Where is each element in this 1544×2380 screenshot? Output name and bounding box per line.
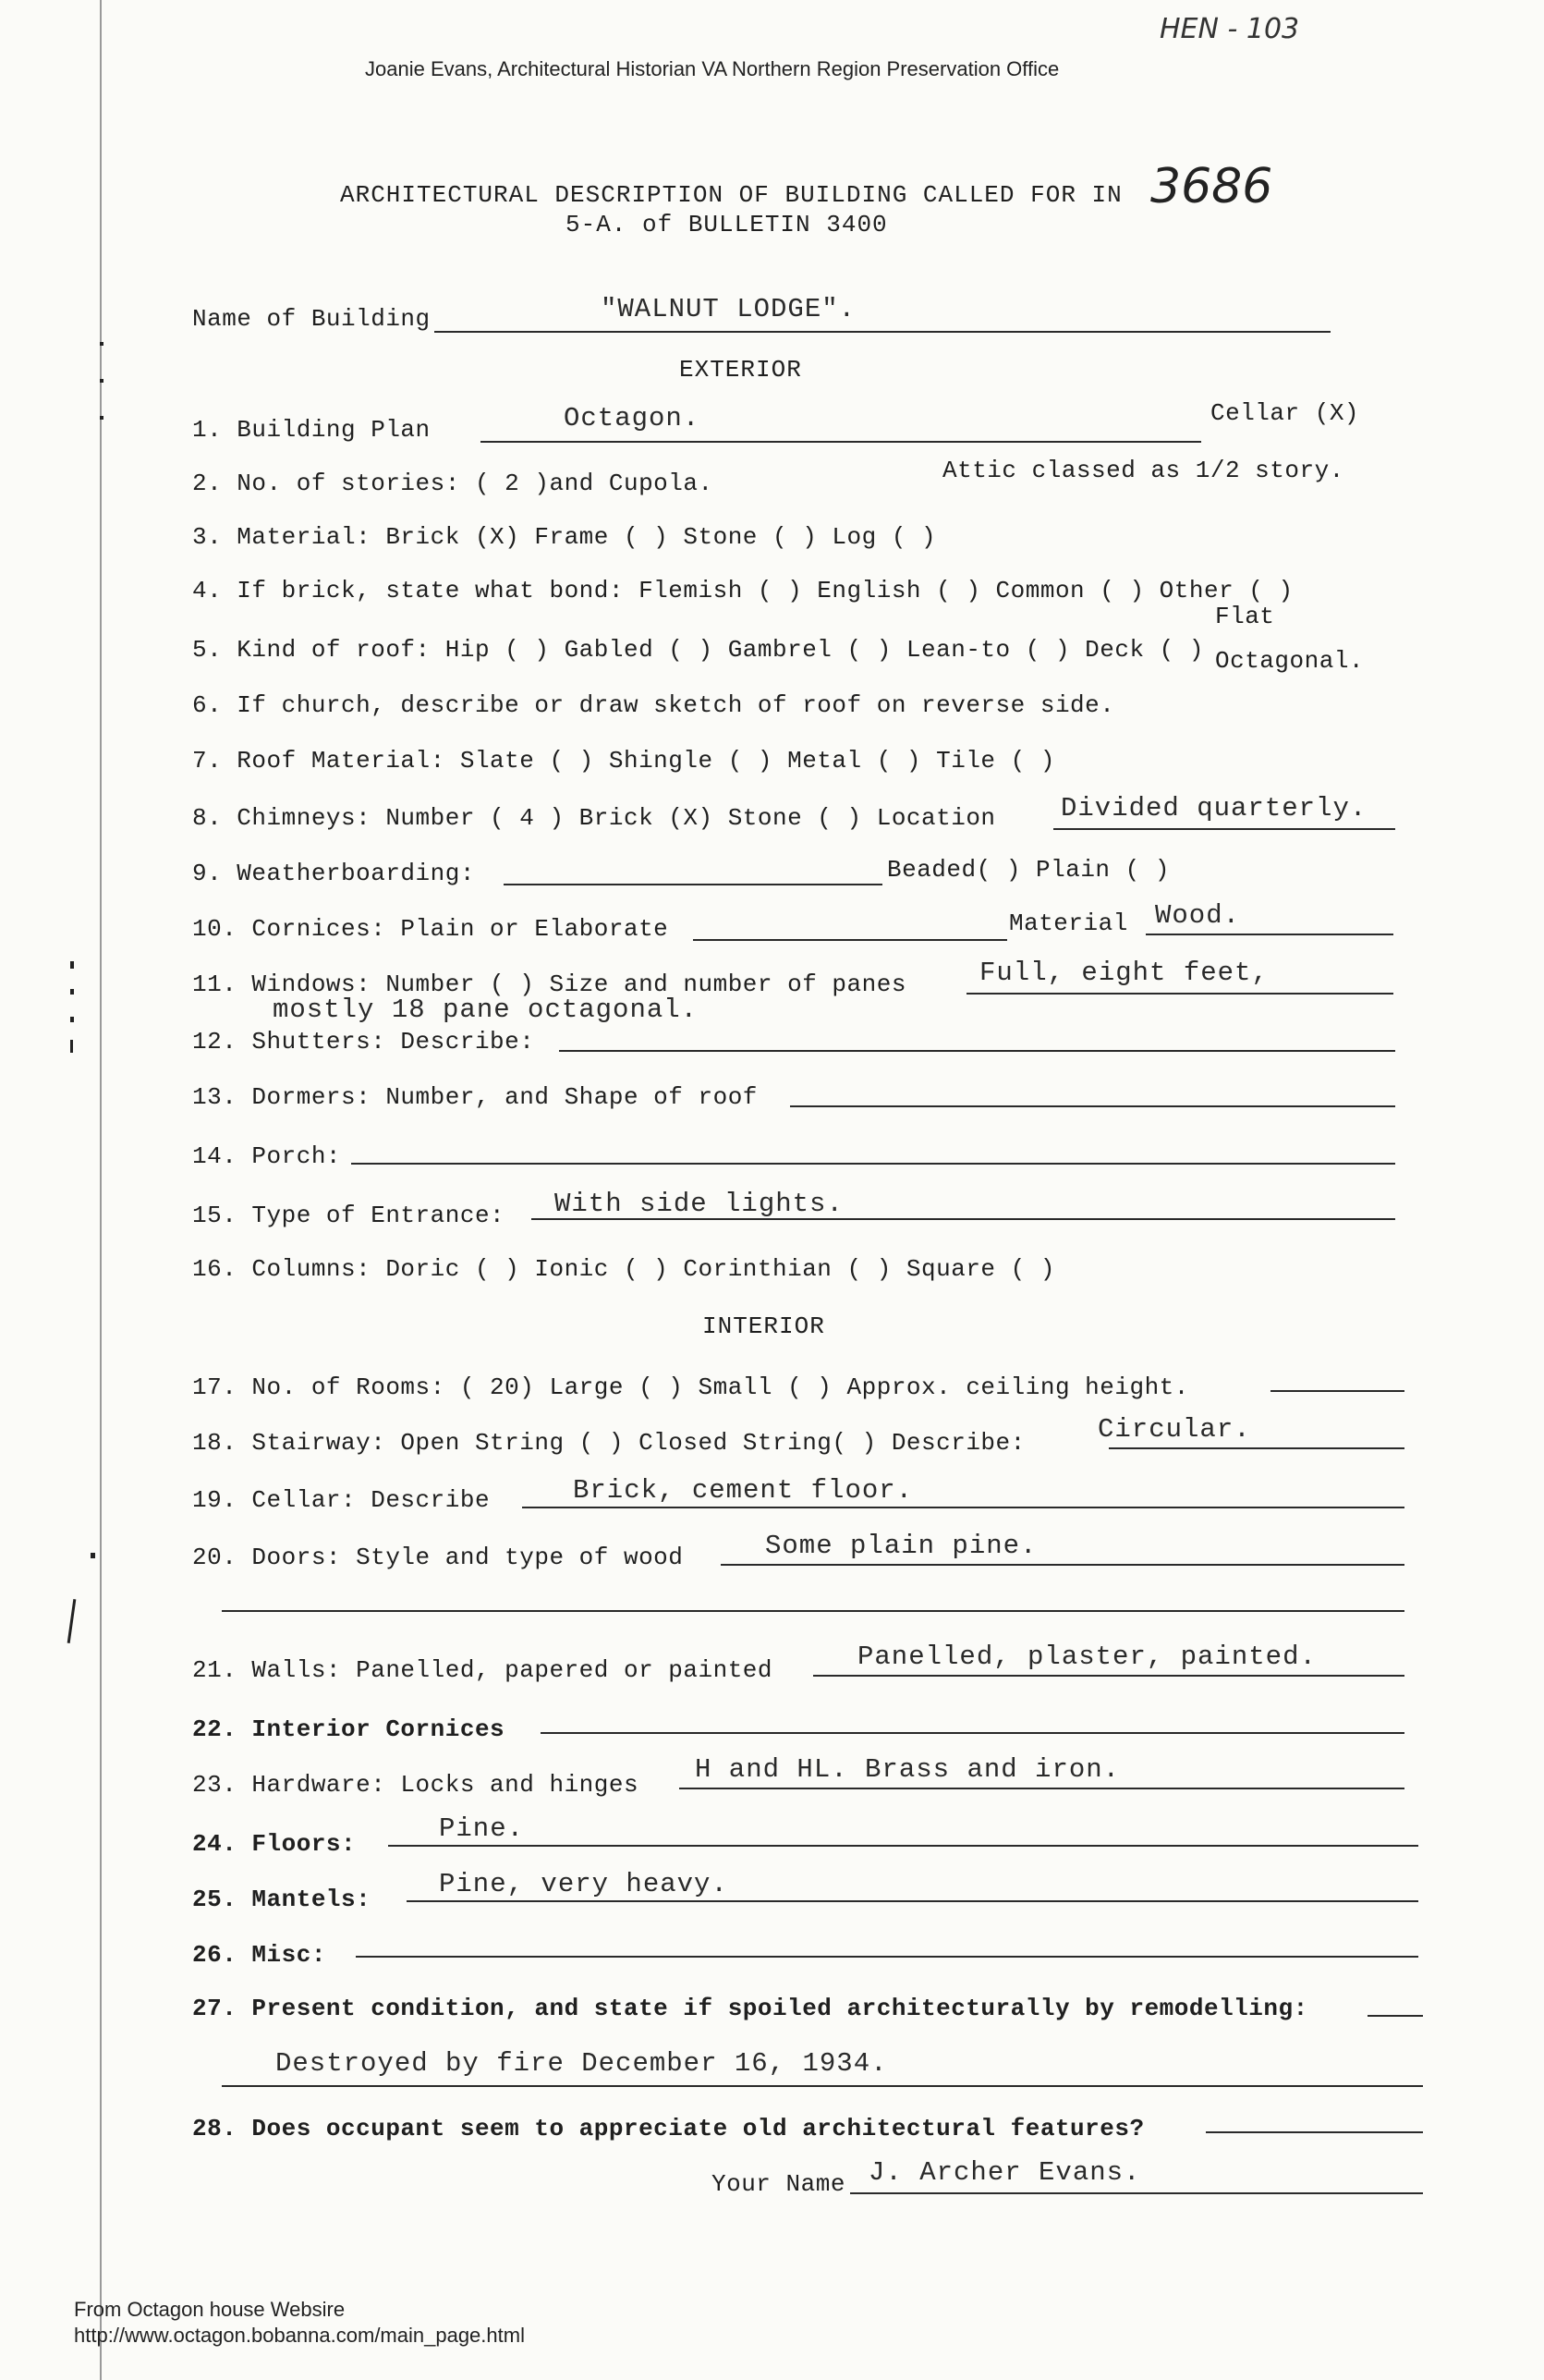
margin-mark (67, 1599, 77, 1643)
item-15-value: With side lights. (554, 1189, 844, 1219)
item-6-label: 6. If church, describe or draw sketch of roof on reverse side. (192, 691, 1115, 719)
item-15-label: 15. Type of Entrance: (192, 1202, 505, 1229)
item-19-line (522, 1507, 1404, 1508)
item-17-line (1270, 1390, 1404, 1392)
item-20-label: 20. Doors: Style and type of wood (192, 1544, 684, 1571)
footer-source: From Octagon house Websire (74, 2298, 346, 2321)
item-19-value: Brick, cement floor. (573, 1475, 914, 1506)
margin-mark (100, 416, 103, 420)
item-1-label: 1. Building Plan (192, 416, 431, 444)
margin-mark (100, 342, 103, 346)
item-8-line (1053, 828, 1395, 830)
item-8-label: 8. Chimneys: Number ( 4 ) Brick (X) Stone ( ) Location (192, 804, 996, 832)
exterior-heading: EXTERIOR (679, 356, 802, 384)
item-14-line (351, 1163, 1395, 1165)
item-5-note-flat: Flat (1215, 603, 1275, 630)
item-9-line (504, 884, 882, 885)
item-11-value-cont: mostly 18 pane octagonal. (273, 995, 699, 1025)
item-11-line (967, 993, 1393, 995)
item-22-label: 22. Interior Cornices (192, 1715, 505, 1743)
item-25-label: 25. Mantels: (192, 1886, 371, 1913)
name-line (434, 331, 1331, 333)
margin-mark (70, 1017, 74, 1022)
item-4-label: 4. If brick, state what bond: Flemish ( ) English ( ) Common ( ) Other ( ) (192, 577, 1294, 604)
item-27-line-2 (222, 2085, 1423, 2087)
title-number: 3686 (1150, 159, 1273, 214)
item-26-line (356, 1956, 1418, 1958)
item-18-value: Circular. (1098, 1414, 1251, 1445)
name-label: Name of Building (192, 305, 431, 333)
document-subtitle: 5-A. of BULLETIN 3400 (565, 211, 888, 238)
item-17-label: 17. No. of Rooms: ( 20) Large ( ) Small ( ) Approx. ceiling height. (192, 1373, 1189, 1401)
item-10-line (693, 939, 1007, 941)
top-note: HEN - 103 (1160, 13, 1300, 45)
item-24-label: 24. Floors: (192, 1830, 357, 1858)
item-25-line (407, 1900, 1418, 1902)
item-28-label: 28. Does occupant seem to appreciate old architectural features? (192, 2115, 1145, 2142)
item-21-label: 21. Walls: Panelled, papered or painted (192, 1656, 772, 1684)
margin-mark (91, 1553, 95, 1558)
item-20-line-2 (222, 1610, 1404, 1612)
item-9-options: Beaded( ) Plain ( ) (887, 856, 1170, 884)
item-2-attic: Attic classed as 1/2 story. (942, 457, 1344, 484)
item-18-line (1109, 1447, 1404, 1449)
your-name-label: Your Name (711, 2170, 845, 2198)
item-14-label: 14. Porch: (192, 1142, 342, 1170)
item-22-line (541, 1732, 1404, 1734)
item-25-value: Pine, very heavy. (439, 1869, 728, 1899)
item-5-label: 5. Kind of roof: Hip ( ) Gabled ( ) Gambrel ( ) Lean-to ( ) Deck ( ) (192, 636, 1204, 664)
item-12-label: 12. Shutters: Describe: (192, 1028, 535, 1056)
header-credit: Joanie Evans, Architectural Historian VA Northern Region Preservation Office (365, 57, 1060, 80)
item-11-value: Full, eight feet, (979, 958, 1269, 988)
item-11-label: 11. Windows: Number ( ) Size and number of panes (192, 970, 906, 998)
item-19-label: 19. Cellar: Describe (192, 1486, 491, 1514)
item-1-line (480, 441, 1201, 443)
item-10-material-line (1146, 934, 1393, 935)
footer-url[interactable]: http://www.octagon.bobanna.com/main_page.html (74, 2324, 525, 2347)
page-left-edge (100, 0, 102, 2380)
item-1-cellar: Cellar (X) (1210, 399, 1360, 427)
item-13-label: 13. Dormers: Number, and Shape of roof (192, 1083, 758, 1111)
item-10-material-label: Material (1009, 909, 1128, 937)
margin-mark (100, 379, 103, 383)
item-23-label: 23. Hardware: Locks and hinges (192, 1771, 639, 1799)
item-2-label: 2. No. of stories: ( 2 )and Cupola. (192, 470, 713, 497)
item-9-label: 9. Weatherboarding: (192, 860, 475, 887)
your-name-line (850, 2192, 1423, 2194)
item-27-label: 27. Present condition, and state if spoiled architecturally by remodelling: (192, 1995, 1308, 2022)
margin-mark (70, 1040, 73, 1053)
item-24-value: Pine. (439, 1813, 525, 1844)
item-21-value: Panelled, plaster, painted. (857, 1642, 1317, 1672)
item-8-value: Divided quarterly. (1061, 793, 1368, 824)
item-10-label: 10. Cornices: Plain or Elaborate (192, 915, 669, 943)
item-10-value: Wood. (1155, 900, 1241, 931)
item-23-value: H and HL. Brass and iron. (695, 1754, 1121, 1785)
item-16-label: 16. Columns: Doric ( ) Ionic ( ) Corinthian ( ) Square ( ) (192, 1255, 1055, 1283)
item-5-note-octagonal: Octagonal. (1215, 647, 1365, 675)
interior-heading: INTERIOR (702, 1312, 825, 1340)
item-20-line (721, 1564, 1404, 1566)
item-27-value: Destroyed by fire December 16, 1934. (275, 2048, 888, 2079)
item-27-line (1368, 2015, 1423, 2017)
item-1-value: Octagon. (564, 403, 700, 433)
item-21-line (813, 1675, 1404, 1677)
item-7-label: 7. Roof Material: Slate ( ) Shingle ( ) Metal ( ) Tile ( ) (192, 747, 1055, 775)
item-3-label: 3. Material: Brick (X) Frame ( ) Stone ( ) Log ( ) (192, 523, 937, 551)
margin-mark (70, 989, 74, 995)
name-value: "WALNUT LODGE". (601, 294, 857, 324)
item-23-line (679, 1788, 1404, 1789)
item-24-line (388, 1845, 1418, 1847)
your-name-value: J. Archer Evans. (869, 2157, 1141, 2188)
item-20-value: Some plain pine. (765, 1531, 1038, 1561)
item-28-line (1206, 2131, 1423, 2133)
item-26-label: 26. Misc: (192, 1941, 326, 1969)
item-12-line (559, 1050, 1395, 1052)
document-title: ARCHITECTURAL DESCRIPTION OF BUILDING CALLED FOR IN (340, 181, 1123, 209)
item-13-line (790, 1105, 1395, 1107)
margin-mark (70, 961, 74, 969)
item-18-label: 18. Stairway: Open String ( ) Closed String( ) Describe: (192, 1429, 1026, 1457)
